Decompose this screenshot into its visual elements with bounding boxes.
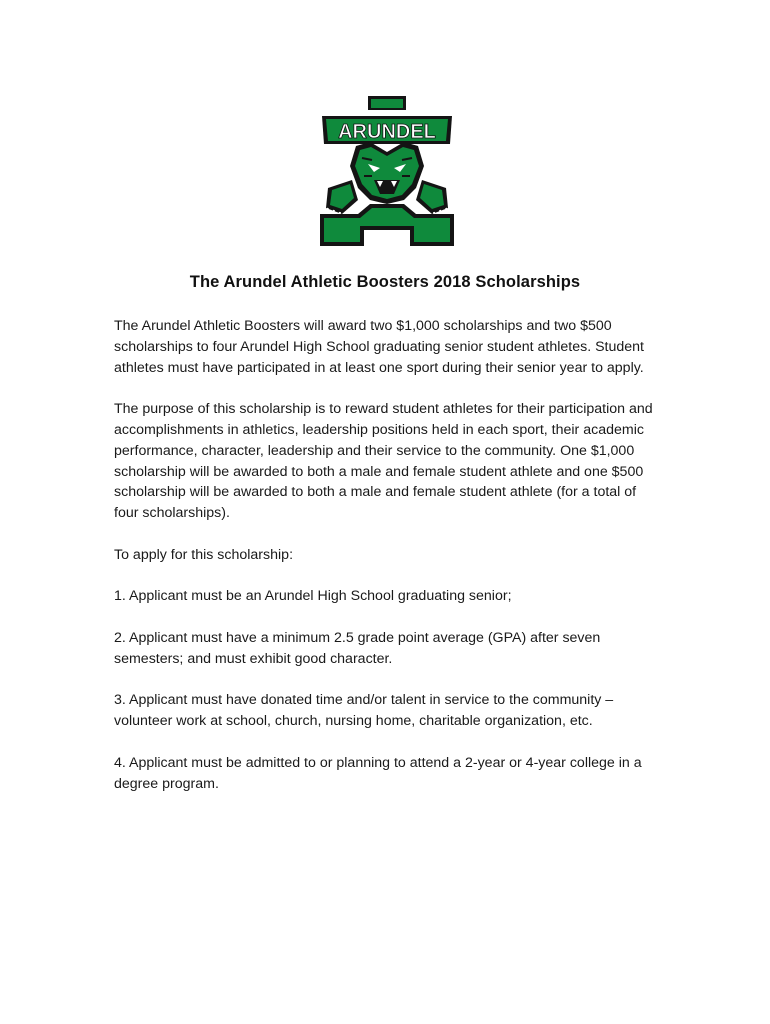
logo-a-top-fill	[371, 99, 403, 108]
requirement-item: 2. Applicant must have a minimum 2.5 grade point average (GPA) after seven semesters; and must exhibit good character.	[114, 629, 601, 667]
requirement-item: 1. Applicant must be an Arundel High School graduating senior;	[114, 588, 512, 605]
intro-paragraph: The Arundel Athletic Boosters will award two $1,000 scholarships and two $500 scholarships to four Arundel High School graduating senior student athletes. Student athletes must have participated in at least one sport during their senior year to apply.	[114, 318, 645, 376]
logo-a-counter	[372, 230, 402, 242]
document-body	[114, 316, 662, 815]
requirement-item: 3. Applicant must have donated time and/or talent in service to the community – volunteer work at school, church, nursing home, charitable organization, etc.	[114, 692, 614, 730]
apply-heading: To apply for this scholarship:	[114, 546, 294, 563]
arundel-wildcat-logo	[318, 96, 456, 246]
document-title: The Arundel Athletic Boosters 2018 Scholarships	[189, 273, 581, 291]
wildcat-mascot-logo-icon	[318, 96, 456, 246]
purpose-paragraph: The purpose of this scholarship is to reward student athletes for their participation and accomplishments in athletics, leadership positions held in each sport, their academic performance, character, leadership and their service to the community. One $1,000 scholarship will be awarded to both a male and female student athlete and one $500 scholarship will be awarded to both a male and female student athlete (for a total of four scholarships).	[114, 401, 653, 522]
requirement-item: 4. Applicant must be admitted to or planning to attend a 2-year or 4-year college in a degree program.	[114, 754, 642, 792]
logo-wordmark: ARUNDEL	[338, 121, 436, 143]
